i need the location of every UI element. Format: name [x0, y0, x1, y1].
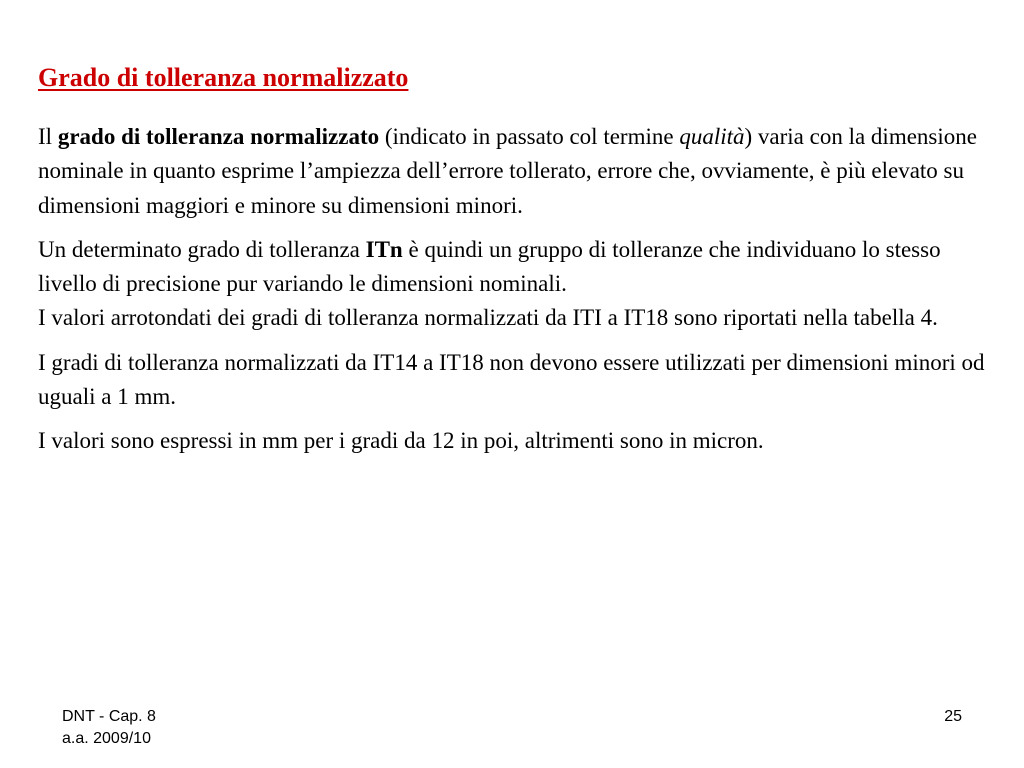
p2-bold-term: ITn — [365, 236, 403, 262]
p2-text-a: Un determinato grado di tolleranza — [38, 236, 366, 262]
footer-left — [62, 706, 156, 750]
paragraph-2 — [38, 233, 988, 336]
footer-year: a.a. 2009/10 — [62, 730, 151, 747]
p2-text-b: è quindi un gruppo di tolleranze che individuano lo stesso livello di precisione pur variando le dimensioni nominali. — [38, 236, 941, 297]
slide-body — [38, 120, 988, 469]
p1-bold-term: grado di tolleranza normalizzato — [57, 124, 380, 149]
p2-text-c: I valori arrotondati dei gradi di tolleranza normalizzati da ITI a IT18 sono riportati nella tabella 4. — [38, 305, 938, 331]
p1-text-b: (indicato in passato col termine — [379, 124, 680, 149]
p1-italic-term: qualità — [679, 124, 745, 149]
paragraph-1 — [38, 120, 988, 223]
page-number: 25 — [944, 708, 962, 725]
paragraph-3: I gradi di tolleranza normalizzati da IT14 a IT18 non devono essere utilizzati per dimensioni minori od uguali a 1 mm. — [38, 349, 985, 410]
paragraph-4: I valori sono espressi in mm per i gradi da 12 in poi, altrimenti sono in micron. — [38, 428, 764, 454]
p1-text-c: ) varia con la dimensione nominale in quanto esprime l’ampiezza dell’errore tollerato, errore che, ovviamente, è più elevato su dimensioni maggiori e minore su dimensioni minori. — [38, 124, 977, 218]
p1-text-a: Il — [38, 124, 58, 149]
slide-title: Grado di tolleranza normalizzato — [38, 63, 409, 92]
footer-course: DNT - Cap. 8 — [62, 708, 156, 725]
